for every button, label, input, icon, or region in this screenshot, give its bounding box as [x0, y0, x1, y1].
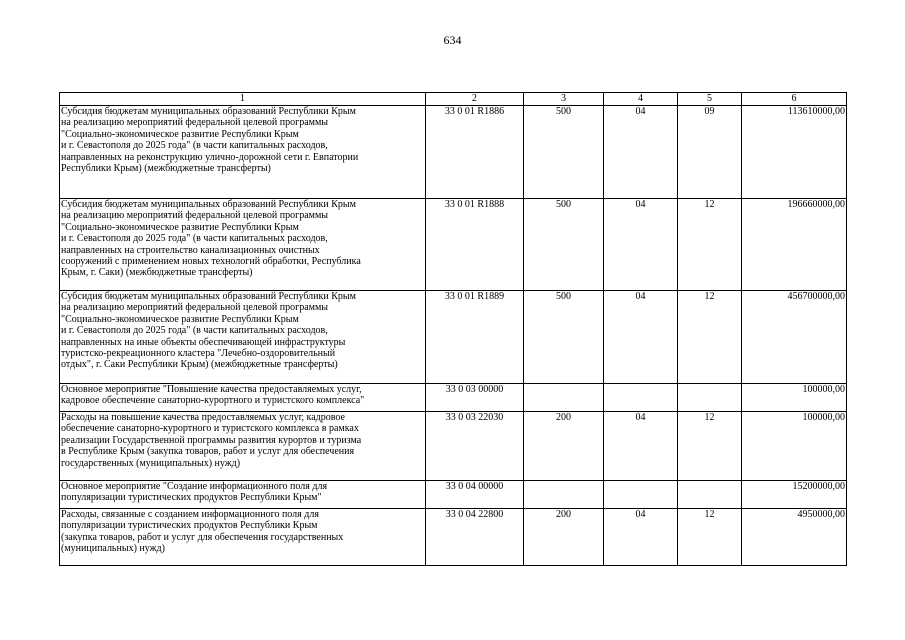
- row-name: Расходы, связанные с созданием информационного поля для популяризации туристических продуктов Республики Крым (закупка товаров, работ и услуг для обеспечения государственных (муниципальных) нужд): [60, 509, 426, 566]
- table-row: [60, 199, 847, 291]
- row-section: [604, 481, 678, 509]
- header-row: [60, 93, 847, 106]
- row-section: 04: [604, 106, 678, 199]
- row-section: [604, 384, 678, 412]
- row-target-code: 33 0 03 00000: [426, 384, 524, 412]
- row-name: Основное мероприятие "Создание информационного поля для популяризации туристических продуктов Республики Крым": [60, 481, 426, 509]
- row-subsection: 12: [678, 509, 742, 566]
- row-section: 04: [604, 199, 678, 291]
- row-expense-type: [524, 481, 604, 509]
- row-expense-type: 200: [524, 509, 604, 566]
- row-amount: 113610000,00: [742, 106, 847, 199]
- row-expense-type: 500: [524, 106, 604, 199]
- row-amount: 4950000,00: [742, 509, 847, 566]
- row-amount: 100000,00: [742, 412, 847, 481]
- budget-table: [59, 92, 847, 566]
- row-subsection: 12: [678, 412, 742, 481]
- row-name: Основное мероприятие "Повышение качества предоставляемых услуг, кадровое обеспечение санаторно-курортного и туристского комплекса": [60, 384, 426, 412]
- row-expense-type: 200: [524, 412, 604, 481]
- row-amount: 15200000,00: [742, 481, 847, 509]
- row-name: Расходы на повышение качества предоставляемых услуг, кадровое обеспечение санаторно-курортного и туристского комплекса в рамках реализации Государственной программы развития курортов и туризма в Республике Крым (закупка товаров, работ и услуг для обеспечения государственных (муниципальных) нужд): [60, 412, 426, 481]
- row-expense-type: 500: [524, 291, 604, 384]
- row-expense-type: 500: [524, 199, 604, 291]
- row-subsection: [678, 481, 742, 509]
- table-header: [60, 93, 847, 106]
- table-body: [60, 106, 847, 566]
- row-section: 04: [604, 509, 678, 566]
- row-subsection: 12: [678, 291, 742, 384]
- row-name: Субсидия бюджетам муниципальных образований Республики Крым на реализацию мероприятий федеральной целевой программы "Социально-экономическое развитие Республики Крым и г. Севастополя до 2025 года" (в части капитальных расходов, направленных на реконструкцию улично-дорожной сети г. Евпатории Республики Крым) (межбюджетные трансферты): [60, 106, 426, 199]
- header-col-2: 2: [426, 93, 524, 106]
- table-row: [60, 481, 847, 509]
- row-target-code: 33 0 03 22030: [426, 412, 524, 481]
- row-target-code: 33 0 04 22800: [426, 509, 524, 566]
- row-target-code: 33 0 04 00000: [426, 481, 524, 509]
- row-name: Субсидия бюджетам муниципальных образований Республики Крым на реализацию мероприятий федеральной целевой программы "Социально-экономическое развитие Республики Крым и г. Севастополя до 2025 года" (в части капитальных расходов, направленных на строительство канализационных очистных сооружений с применением новых технологий обработки, Республика Крым, г. Саки) (межбюджетные трансферты): [60, 199, 426, 291]
- table-row: [60, 384, 847, 412]
- table-row: [60, 412, 847, 481]
- header-col-4: 4: [604, 93, 678, 106]
- row-subsection: 09: [678, 106, 742, 199]
- header-col-1: 1: [60, 93, 426, 106]
- row-expense-type: [524, 384, 604, 412]
- header-col-6: 6: [742, 93, 847, 106]
- table-row: [60, 291, 847, 384]
- row-subsection: [678, 384, 742, 412]
- row-target-code: 33 0 01 R1886: [426, 106, 524, 199]
- row-target-code: 33 0 01 R1889: [426, 291, 524, 384]
- header-col-5: 5: [678, 93, 742, 106]
- row-amount: 100000,00: [742, 384, 847, 412]
- table-row: [60, 106, 847, 199]
- row-amount: 196660000,00: [742, 199, 847, 291]
- row-amount: 456700000,00: [742, 291, 847, 384]
- row-subsection: 12: [678, 199, 742, 291]
- row-section: 04: [604, 412, 678, 481]
- row-section: 04: [604, 291, 678, 384]
- table-row: [60, 509, 847, 566]
- row-name: Субсидия бюджетам муниципальных образований Республики Крым на реализацию мероприятий федеральной целевой программы "Социально-экономическое развитие Республики Крым и г. Севастополя до 2025 года" (в части капитальных расходов, направленных на иные объекты обеспечивающей инфраструктуры туристско-рекреационного кластера "Лечебно-оздоровительный отдых", г. Саки Республики Крым) (межбюджетные трансферты): [60, 291, 426, 384]
- page-number: 634: [443, 33, 462, 47]
- row-target-code: 33 0 01 R1888: [426, 199, 524, 291]
- header-col-3: 3: [524, 93, 604, 106]
